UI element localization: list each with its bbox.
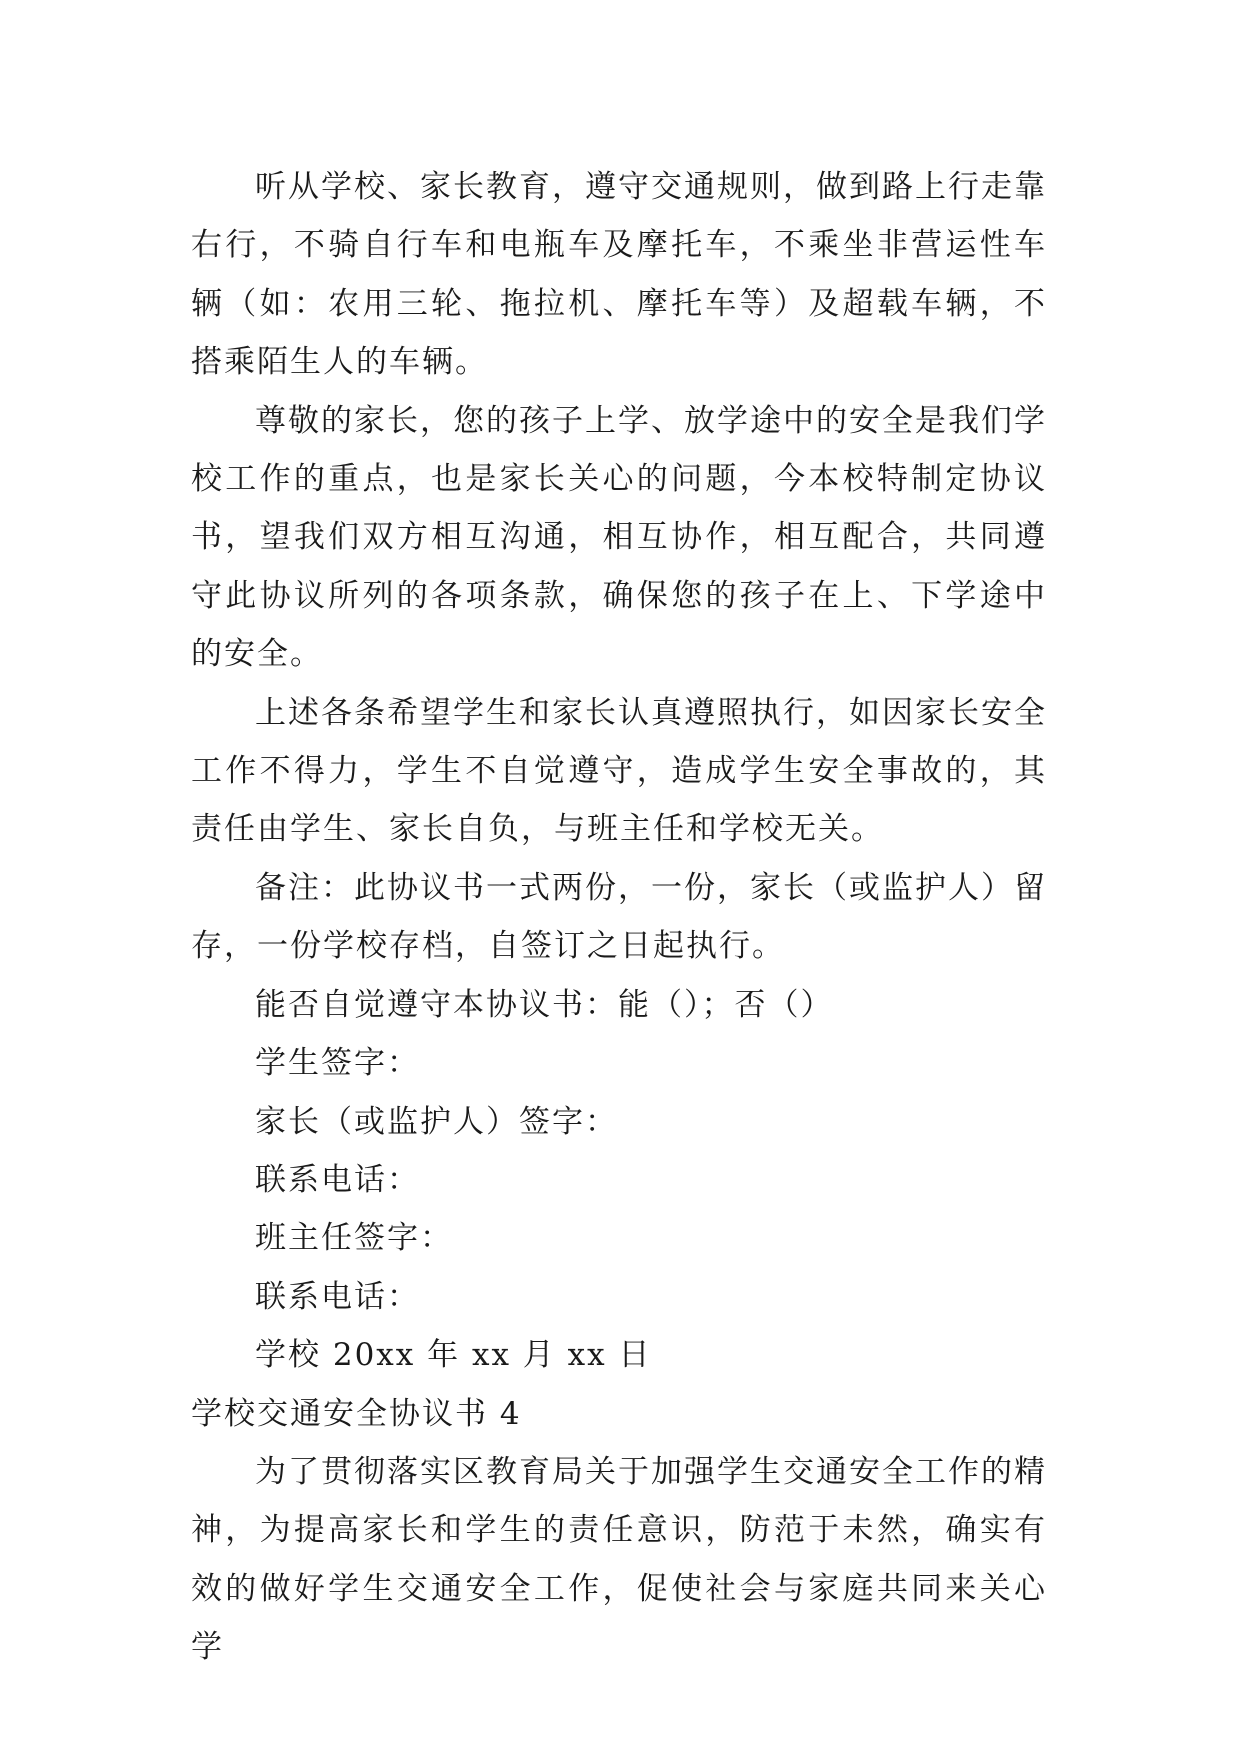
- section-intro-paragraph: 为了贯彻落实区教育局关于加强学生交通安全工作的精神，为提高家长和学生的责任意识，防范于未然，确实有效的做好学生交通安全工作，促使社会与家庭共同来关心学: [191, 1453, 1047, 1666]
- document-body: [191, 158, 1047, 1677]
- guardian-phone-label: 联系电话：: [255, 1161, 420, 1198]
- teacher-phone-label: 联系电话：: [255, 1278, 420, 1315]
- school-date-line: 学校 20xx 年 xx 月 xx 日: [255, 1337, 652, 1374]
- guardian-signature-label: 家长（或监护人）签字：: [255, 1103, 618, 1140]
- compliance-question: 能否自觉遵守本协议书：能（）；否（）: [255, 986, 834, 1023]
- paragraph-remarks: 备注：此协议书一式两份，一份，家长（或监护人）留存，一份学校存档，自签订之日起执行。: [191, 869, 1047, 965]
- section-title: 学校交通安全协议书 4: [191, 1395, 522, 1432]
- paragraph-dear-parents: 尊敬的家长，您的孩子上学、放学途中的安全是我们学校工作的重点，也是家长关心的问题，今本校特制定协议书，望我们双方相互沟通，相互协作，相互配合，共同遵守此协议所列的各项条款，确保您的孩子在上、下学途中的安全。: [191, 402, 1047, 673]
- paragraph-traffic-rules: 听从学校、家长教育，遵守交通规则，做到路上行走靠右行，不骑自行车和电瓶车及摩托车，不乘坐非营运性车辆（如：农用三轮、拖拉机、摩托车等）及超载车辆，不搭乘陌生人的车辆。: [191, 169, 1047, 381]
- student-signature-label: 学生签字：: [255, 1045, 420, 1082]
- paragraph-responsibility: 上述各条希望学生和家长认真遵照执行，如因家长安全工作不得力，学生不自觉遵守，造成学生安全事故的，其责任由学生、家长自负，与班主任和学校无关。: [191, 694, 1047, 848]
- teacher-signature-label: 班主任签字：: [255, 1220, 453, 1257]
